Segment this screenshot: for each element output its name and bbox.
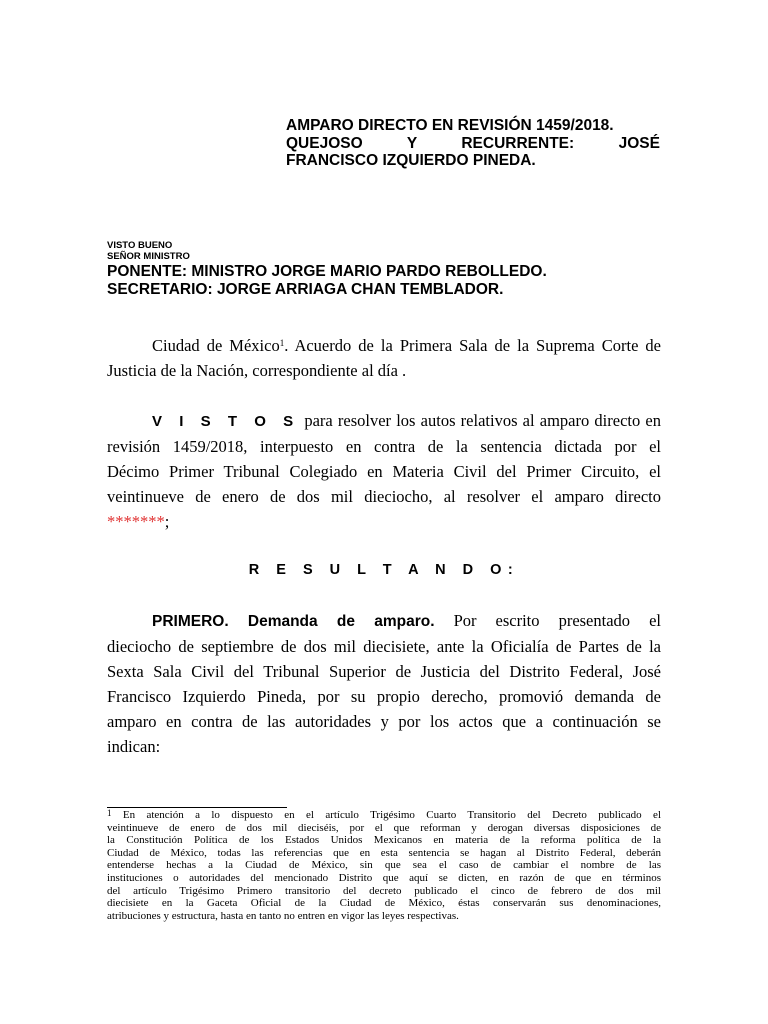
case-header-line: FRANCISCO IZQUIERDO PINEDA. — [286, 152, 536, 169]
footnote-separator — [107, 807, 287, 808]
ponente-block — [107, 263, 547, 298]
intro-line: Justicia de la Nación, correspondiente al día . — [107, 361, 407, 380]
footnote-line: diecisiete en la Gaceta Oficial de la Ciudad de México, éstas conservarán sus denominaciones, — [107, 897, 661, 910]
primero-line — [107, 608, 661, 634]
secretario-line: SECRETARIO: JORGE ARRIAGA CHAN TEMBLADOR. — [107, 280, 504, 298]
visto-line: SEÑOR MINISTRO — [107, 251, 190, 262]
footnote-line: instituciones o autoridades del mencionado Distrito que aquí se dicten, en razón de que en términos — [107, 871, 661, 884]
footnote-line: atribuciones y estructura, hasta en tanto no entren en vigor las leyes respectivas. — [107, 909, 459, 922]
footnote-ref[interactable]: 1 — [279, 338, 285, 348]
footnote-line: la Constitución Política de los Estados Unidos Mexicanos en materia de la reforma política de la — [107, 834, 661, 847]
ponente-line: PONENTE: MINISTRO JORGE MARIO PARDO REBOLLEDO. — [107, 263, 547, 280]
primero-line: dieciocho de septiembre de dos mil diecisiete, ante la Oficialía de Partes de la — [107, 637, 661, 656]
case-header-line: QUEJOSO Y RECURRENTE: JOSÉ — [286, 134, 660, 152]
footnote-line: del artículo Trigésimo Primero transitorio del decreto publicado el cinco de febrero de dos mil — [107, 884, 661, 897]
footnote-line: entenderse hechas a la Ciudad de México, sin que sea el caso de cambiar el nombre de las — [107, 859, 661, 872]
primero-label: PRIMERO. Demanda de amparo. — [152, 613, 435, 630]
footnote-line — [107, 809, 661, 822]
intro-line — [107, 333, 661, 358]
footnote-text: En atención a lo dispuesto en el artículo Trigésimo Cuarto Transitorio del Decreto publicado el — [111, 809, 661, 821]
primero-line: Francisco Izquierdo Pineda, por su propio derecho, promovió demanda de — [107, 687, 661, 706]
footnote — [107, 809, 661, 922]
footnote-number: 1 — [107, 808, 112, 818]
vistos-line — [107, 509, 661, 534]
vistos-label: V I S T O S — [152, 413, 300, 430]
redacted-marker: ******* — [107, 512, 165, 531]
primero-line: Sexta Sala Civil del Tribunal Superior de Justicia del Distrito Federal, José — [107, 662, 661, 681]
visto-bueno — [107, 240, 190, 262]
primero-line: indican: — [107, 737, 161, 756]
vistos-line: revisión 1459/2018, interpuesto en contra de la sentencia dictada por el — [107, 437, 661, 456]
vistos-line — [107, 408, 661, 434]
footnote-line: veintinueve de enero de dos mil dieciséis, por el que reforman y derogan diversas disposiciones de — [107, 821, 661, 834]
resultando-heading: R E S U L T A N D O: — [248, 562, 520, 578]
intro-paragraph — [107, 333, 661, 383]
footnote-line: Ciudad de México, todas las referencias que en esta sentencia se hagan al Distrito Federal, deberán — [107, 846, 661, 859]
case-header — [286, 117, 660, 170]
intro-city: Ciudad de México — [152, 336, 280, 355]
primero-paragraph — [107, 608, 661, 759]
vistos-line: veintinueve de enero de dos mil dieciocho, al resolver el amparo directo — [107, 487, 661, 506]
primero-line: amparo en contra de las autoridades y por los actos que a continuación se — [107, 712, 661, 731]
vistos-paragraph — [107, 408, 661, 534]
vistos-line: Décimo Primer Tribunal Colegiado en Materia Civil del Primer Circuito, el — [107, 462, 661, 481]
vistos-end: ; — [164, 512, 170, 531]
primero-text: Por escrito presentado el — [434, 611, 662, 630]
case-header-line: AMPARO DIRECTO EN REVISIÓN 1459/2018. — [286, 117, 614, 134]
vistos-text: para resolver los autos relativos al amparo directo en — [299, 411, 661, 430]
intro-text: . Acuerdo de la Primera Sala de la Suprema Corte de — [284, 336, 661, 355]
visto-line: VISTO BUENO — [107, 240, 173, 251]
